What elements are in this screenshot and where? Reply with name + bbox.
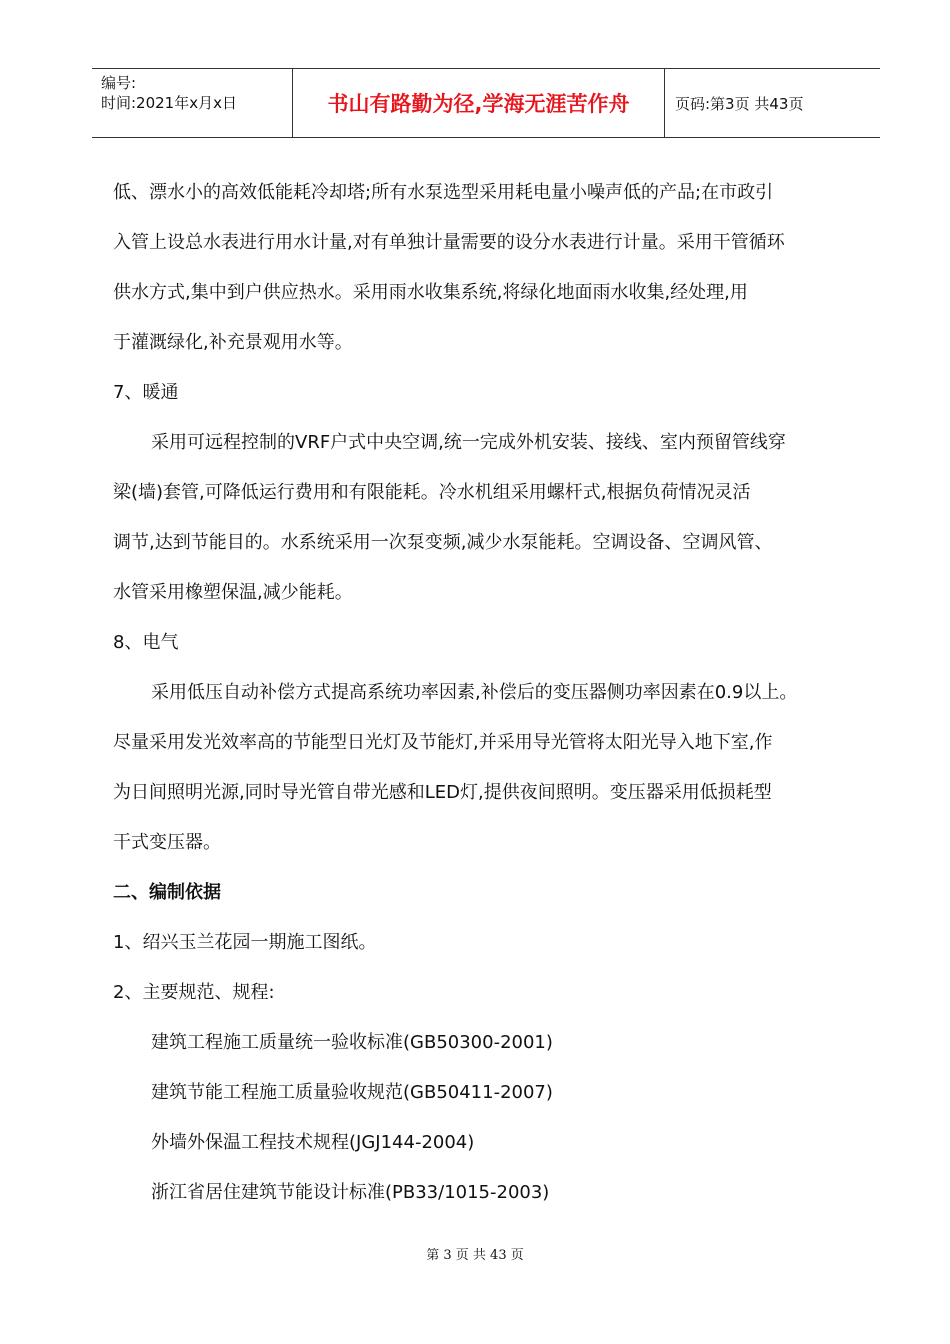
header-motto: 书山有路勤为径,学海无涯苦作舟: [292, 69, 665, 137]
list-item: 1、绍兴玉兰花园一期施工图纸。: [113, 932, 377, 953]
body-line: 梁(墙)套管,可降低运行费用和有限能耗。冷水机组采用螺杆式,根据负荷情况灵活: [113, 482, 751, 503]
standard-item: 建筑节能工程施工质量验收规范(GB50411-2007): [151, 1082, 553, 1103]
body-line: 水管采用橡塑保温,减少能耗。: [113, 582, 353, 603]
standard-item: 外墙外保温工程技术规程(JGJ144-2004): [151, 1132, 475, 1153]
page-footer: 第 3 页 共 43 页: [426, 1248, 524, 1263]
header-page-label: 页码:第3页 共43页: [675, 94, 804, 113]
body-line: 干式变压器。: [113, 832, 221, 853]
standard-item: 浙江省居住建筑节能设计标准(PB33/1015-2003): [151, 1182, 550, 1203]
chapter-heading: 二、编制依据: [113, 882, 221, 903]
number-label: 编号:: [101, 74, 137, 92]
list-item: 2、主要规范、规程:: [113, 982, 275, 1003]
section-heading-electrical: 8、电气: [113, 632, 179, 653]
body-line: 于灌溉绿化,补充景观用水等。: [113, 332, 353, 353]
standard-item: 建筑工程施工质量统一验收标准(GB50300-2001): [151, 1032, 553, 1053]
body-line: 采用可远程控制的VRF户式中央空调,统一完成外机安装、接线、室内预留管线穿: [151, 432, 786, 453]
page-header: [92, 68, 880, 138]
time-label: 时间:2021年x月x日: [101, 94, 237, 112]
body-line: 入管上设总水表进行用水计量,对有单独计量需要的设分水表进行计量。采用干管循环: [113, 232, 785, 253]
body-line: 尽量采用发光效率高的节能型日光灯及节能灯,并采用导光管将太阳光导入地下室,作: [113, 732, 773, 753]
body-line: 为日间照明光源,同时导光管自带光感和LED灯,提供夜间照明。变压器采用低损耗型: [113, 782, 772, 803]
body-line: 低、漂水小的高效低能耗冷却塔;所有水泵选型采用耗电量小噪声低的产品;在市政引: [113, 182, 774, 203]
body-line: 采用低压自动补偿方式提高系统功率因素,补偿后的变压器侧功率因素在0.9以上。: [151, 682, 798, 703]
body-line: 供水方式,集中到户供应热水。采用雨水收集系统,将绿化地面雨水收集,经处理,用: [113, 282, 748, 303]
section-heading-hvac: 7、暖通: [113, 382, 179, 403]
body-line: 调节,达到节能目的。水系统采用一次泵变频,减少水泵能耗。空调设备、空调风管、: [113, 532, 773, 553]
document-body: [113, 168, 861, 1218]
header-meta: [92, 69, 292, 137]
